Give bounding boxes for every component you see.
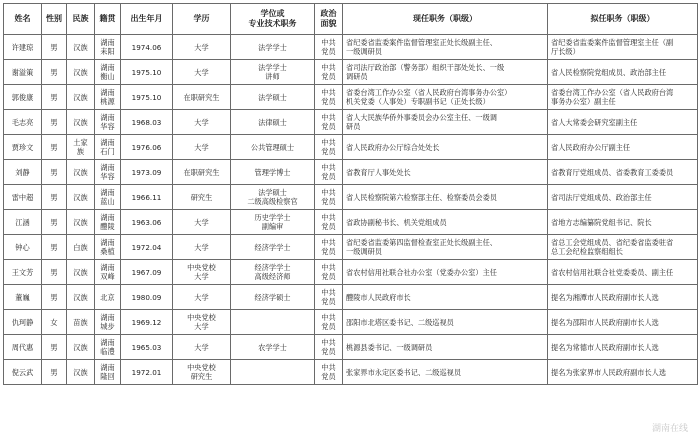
column-header: 性别 bbox=[42, 4, 67, 35]
gender-cell: 男 bbox=[42, 60, 67, 85]
table-row bbox=[4, 135, 698, 160]
gender-cell: 男 bbox=[42, 235, 67, 260]
origin-cell: 湖南 城步 bbox=[95, 310, 121, 335]
table-row bbox=[4, 310, 698, 335]
proposed-post-cell: 提名为张家界市人民政府副市长人选 bbox=[548, 360, 698, 385]
table-row bbox=[4, 360, 698, 385]
degree-cell: 经济学学士 高级经济师 bbox=[231, 260, 315, 285]
education-cell: 大学 bbox=[173, 210, 231, 235]
degree-cell: 法学硕士 bbox=[231, 85, 315, 110]
gender-cell: 男 bbox=[42, 85, 67, 110]
degree-cell: 法学硕士 二级高级检察官 bbox=[231, 185, 315, 210]
party-cell: 中共 党员 bbox=[315, 35, 343, 60]
party-cell: 中共 党员 bbox=[315, 135, 343, 160]
gender-cell: 男 bbox=[42, 35, 67, 60]
origin-cell: 北京 bbox=[95, 285, 121, 310]
gender-cell: 女 bbox=[42, 310, 67, 335]
birth-cell: 1969.12 bbox=[121, 310, 173, 335]
birth-cell: 1968.03 bbox=[121, 110, 173, 135]
gender-cell: 男 bbox=[42, 285, 67, 310]
degree-cell: 农学学士 bbox=[231, 335, 315, 360]
education-cell: 大学 bbox=[173, 110, 231, 135]
party-cell: 中共 党员 bbox=[315, 360, 343, 385]
proposed-post-cell: 省司法厅党组成员、政治部主任 bbox=[548, 185, 698, 210]
education-cell: 大学 bbox=[173, 285, 231, 310]
origin-cell: 湖南 隆回 bbox=[95, 360, 121, 385]
party-cell: 中共 党员 bbox=[315, 335, 343, 360]
proposed-post-cell: 省人民检察院党组成员、政治部主任 bbox=[548, 60, 698, 85]
current-post-cell: 省人大民族华侨外事委员会办公室主任、一级调 研员 bbox=[343, 110, 548, 135]
ethnicity-cell: 汉族 bbox=[67, 160, 95, 185]
origin-cell: 湖南 桑植 bbox=[95, 235, 121, 260]
birth-cell: 1975.10 bbox=[121, 60, 173, 85]
party-cell: 中共 党员 bbox=[315, 160, 343, 185]
table-row bbox=[4, 185, 698, 210]
origin-cell: 湖南 石门 bbox=[95, 135, 121, 160]
site-watermark: 湖南在线 bbox=[651, 424, 688, 434]
table-row bbox=[4, 160, 698, 185]
degree-cell: 历史学学士 副编审 bbox=[231, 210, 315, 235]
proposed-post-cell: 提名为邵阳市人民政府副市长人选 bbox=[548, 310, 698, 335]
origin-cell: 湖南 衡山 bbox=[95, 60, 121, 85]
cadre-roster-table bbox=[3, 3, 698, 385]
proposed-post-cell: 省人民政府办公厅副主任 bbox=[548, 135, 698, 160]
name-cell: 毛志亮 bbox=[4, 110, 42, 135]
table-body bbox=[4, 35, 698, 385]
education-cell: 中央党校 研究生 bbox=[173, 360, 231, 385]
degree-cell: 法律硕士 bbox=[231, 110, 315, 135]
gender-cell: 男 bbox=[42, 260, 67, 285]
party-cell: 中共 党员 bbox=[315, 235, 343, 260]
education-cell: 大学 bbox=[173, 235, 231, 260]
current-post-cell: 省委台湾工作办公室（省人民政府台湾事务办公室） 机关党委（人事处）专职副书记（正处长级） bbox=[343, 85, 548, 110]
degree-cell bbox=[231, 360, 315, 385]
gender-cell: 男 bbox=[42, 360, 67, 385]
origin-cell: 湖南 华容 bbox=[95, 110, 121, 135]
proposed-post-cell: 提名为湘潭市人民政府副市长人选 bbox=[548, 285, 698, 310]
ethnicity-cell: 苗族 bbox=[67, 310, 95, 335]
degree-cell: 管理学博士 bbox=[231, 160, 315, 185]
gender-cell: 男 bbox=[42, 135, 67, 160]
birth-cell: 1963.06 bbox=[121, 210, 173, 235]
education-cell: 在职研究生 bbox=[173, 85, 231, 110]
current-post-cell: 省教育厅人事处处长 bbox=[343, 160, 548, 185]
name-cell: 许建琼 bbox=[4, 35, 42, 60]
table-row bbox=[4, 60, 698, 85]
name-cell: 董巍 bbox=[4, 285, 42, 310]
name-cell: 周代惠 bbox=[4, 335, 42, 360]
current-post-cell: 桃源县委书记、一级调研员 bbox=[343, 335, 548, 360]
name-cell: 倪云武 bbox=[4, 360, 42, 385]
gender-cell: 男 bbox=[42, 210, 67, 235]
birth-cell: 1974.06 bbox=[121, 35, 173, 60]
name-cell: 贾珍文 bbox=[4, 135, 42, 160]
table-header-row bbox=[4, 4, 698, 35]
ethnicity-cell: 汉族 bbox=[67, 35, 95, 60]
birth-cell: 1976.06 bbox=[121, 135, 173, 160]
degree-cell: 法学学士 讲师 bbox=[231, 60, 315, 85]
ethnicity-cell: 汉族 bbox=[67, 85, 95, 110]
name-cell: 钟心 bbox=[4, 235, 42, 260]
birth-cell: 1965.03 bbox=[121, 335, 173, 360]
birth-cell: 1973.09 bbox=[121, 160, 173, 185]
table-row bbox=[4, 35, 698, 60]
education-cell: 大学 bbox=[173, 35, 231, 60]
origin-cell: 湖南 双峰 bbox=[95, 260, 121, 285]
education-cell: 中央党校 大学 bbox=[173, 260, 231, 285]
proposed-post-cell: 省地方志编纂院党组书记、院长 bbox=[548, 210, 698, 235]
birth-cell: 1980.09 bbox=[121, 285, 173, 310]
column-header: 拟任职务（职级） bbox=[548, 4, 698, 35]
education-cell: 研究生 bbox=[173, 185, 231, 210]
name-cell: 江涵 bbox=[4, 210, 42, 235]
current-post-cell: 省政协副秘书长、机关党组成员 bbox=[343, 210, 548, 235]
proposed-post-cell: 省委台湾工作办公室（省人民政府台湾 事务办公室）副主任 bbox=[548, 85, 698, 110]
proposed-post-cell: 提名为常德市人民政府副市长人选 bbox=[548, 335, 698, 360]
column-header: 出生年月 bbox=[121, 4, 173, 35]
name-cell: 刘静 bbox=[4, 160, 42, 185]
ethnicity-cell: 汉族 bbox=[67, 60, 95, 85]
column-header: 学位或 专业技术职务 bbox=[231, 4, 315, 35]
proposed-post-cell: 省农村信用社联合社党委委员、副主任 bbox=[548, 260, 698, 285]
birth-cell: 1966.11 bbox=[121, 185, 173, 210]
name-cell: 郭俊康 bbox=[4, 85, 42, 110]
current-post-cell: 省纪委省监委案件监督管理室正处长级副主任、 一级调研员 bbox=[343, 35, 548, 60]
birth-cell: 1975.10 bbox=[121, 85, 173, 110]
column-header: 籍贯 bbox=[95, 4, 121, 35]
education-cell: 中央党校 大学 bbox=[173, 310, 231, 335]
name-cell: 谢溢策 bbox=[4, 60, 42, 85]
gender-cell: 男 bbox=[42, 110, 67, 135]
ethnicity-cell: 汉族 bbox=[67, 260, 95, 285]
name-cell: 仇珂静 bbox=[4, 310, 42, 335]
degree-cell: 经济学学士 bbox=[231, 235, 315, 260]
origin-cell: 湖南 桃源 bbox=[95, 85, 121, 110]
current-post-cell: 省人民检察院第六检察部主任、检察委员会委员 bbox=[343, 185, 548, 210]
current-post-cell: 邵阳市北塔区委书记、二级巡视员 bbox=[343, 310, 548, 335]
column-header: 民族 bbox=[67, 4, 95, 35]
table-row bbox=[4, 85, 698, 110]
current-post-cell: 省司法厅政治部（警务部）组织干部处处长、一级 调研员 bbox=[343, 60, 548, 85]
origin-cell: 湖南 耒阳 bbox=[95, 35, 121, 60]
ethnicity-cell: 汉族 bbox=[67, 360, 95, 385]
degree-cell: 经济学硕士 bbox=[231, 285, 315, 310]
name-cell: 雷中超 bbox=[4, 185, 42, 210]
education-cell: 大学 bbox=[173, 335, 231, 360]
current-post-cell: 省农村信用社联合社办公室（党委办公室）主任 bbox=[343, 260, 548, 285]
birth-cell: 1972.01 bbox=[121, 360, 173, 385]
ethnicity-cell: 汉族 bbox=[67, 185, 95, 210]
ethnicity-cell: 汉族 bbox=[67, 335, 95, 360]
ethnicity-cell: 白族 bbox=[67, 235, 95, 260]
origin-cell: 湖南 临澧 bbox=[95, 335, 121, 360]
party-cell: 中共 党员 bbox=[315, 210, 343, 235]
table-row bbox=[4, 285, 698, 310]
birth-cell: 1972.04 bbox=[121, 235, 173, 260]
origin-cell: 湖南 蓝山 bbox=[95, 185, 121, 210]
current-post-cell: 张家界市永定区委书记、二级巡视员 bbox=[343, 360, 548, 385]
column-header: 姓名 bbox=[4, 4, 42, 35]
origin-cell: 湖南 醴陵 bbox=[95, 210, 121, 235]
party-cell: 中共 党员 bbox=[315, 60, 343, 85]
party-cell: 中共 党员 bbox=[315, 285, 343, 310]
column-header: 政治 面貌 bbox=[315, 4, 343, 35]
degree-cell bbox=[231, 310, 315, 335]
current-post-cell: 省纪委省监委第四监督检查室正处长级副主任、 一级调研员 bbox=[343, 235, 548, 260]
table-row bbox=[4, 110, 698, 135]
ethnicity-cell: 汉族 bbox=[67, 110, 95, 135]
name-cell: 王文芳 bbox=[4, 260, 42, 285]
degree-cell: 法学学士 bbox=[231, 35, 315, 60]
party-cell: 中共 党员 bbox=[315, 310, 343, 335]
proposed-post-cell: 省教育厅党组成员、省委教育工委委员 bbox=[548, 160, 698, 185]
proposed-post-cell: 省总工会党组成员、省纪委省监委驻省 总工会纪检监察组组长 bbox=[548, 235, 698, 260]
ethnicity-cell: 汉族 bbox=[67, 285, 95, 310]
current-post-cell: 醴陵市人民政府市长 bbox=[343, 285, 548, 310]
current-post-cell: 省人民政府办公厅综合处处长 bbox=[343, 135, 548, 160]
education-cell: 在职研究生 bbox=[173, 160, 231, 185]
degree-cell: 公共管理硕士 bbox=[231, 135, 315, 160]
education-cell: 大学 bbox=[173, 135, 231, 160]
proposed-post-cell: 省人大常委会研究室副主任 bbox=[548, 110, 698, 135]
table-row bbox=[4, 210, 698, 235]
ethnicity-cell: 土家 族 bbox=[67, 135, 95, 160]
gender-cell: 男 bbox=[42, 160, 67, 185]
proposed-post-cell: 省纪委省监委案件监督管理室主任（副 厅长级） bbox=[548, 35, 698, 60]
ethnicity-cell: 汉族 bbox=[67, 210, 95, 235]
column-header: 学历 bbox=[173, 4, 231, 35]
education-cell: 大学 bbox=[173, 60, 231, 85]
origin-cell: 湖南 华容 bbox=[95, 160, 121, 185]
gender-cell: 男 bbox=[42, 185, 67, 210]
party-cell: 中共 党员 bbox=[315, 260, 343, 285]
party-cell: 中共 党员 bbox=[315, 185, 343, 210]
birth-cell: 1967.09 bbox=[121, 260, 173, 285]
table-row bbox=[4, 335, 698, 360]
party-cell: 中共 党员 bbox=[315, 85, 343, 110]
gender-cell: 男 bbox=[42, 335, 67, 360]
table-row bbox=[4, 260, 698, 285]
table-row bbox=[4, 235, 698, 260]
party-cell: 中共 党员 bbox=[315, 110, 343, 135]
column-header: 现任职务（职级） bbox=[343, 4, 548, 35]
